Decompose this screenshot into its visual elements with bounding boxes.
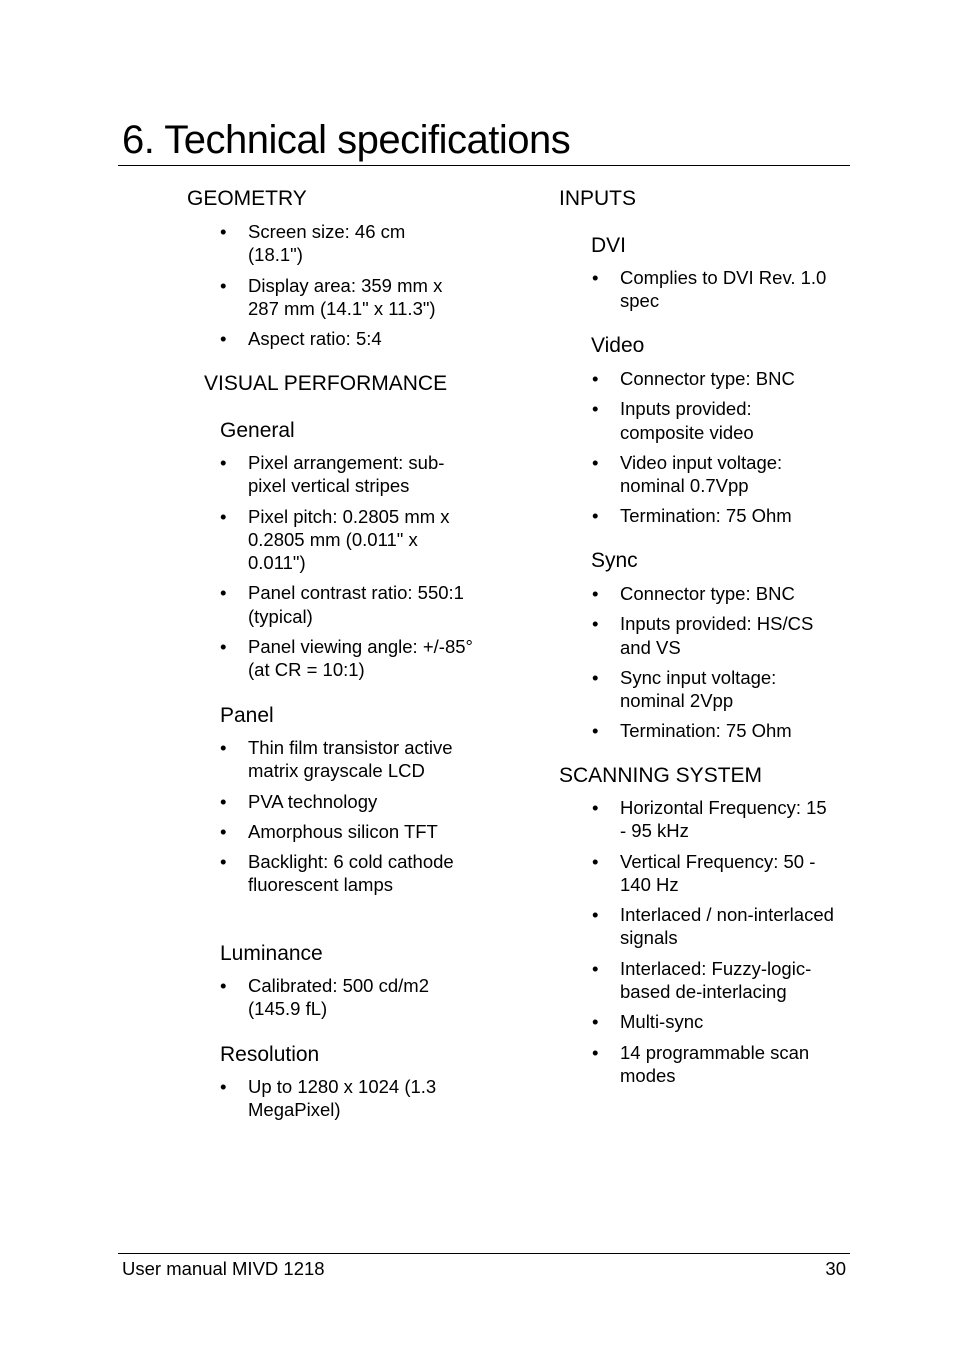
list-item: • Inputs provided: composite video: [592, 397, 832, 444]
luminance-list: [220, 974, 465, 1028]
list-item: • Termination: 75 Ohm: [592, 719, 837, 742]
list-item: • Panel contrast ratio: 550:1 (typical): [220, 581, 475, 628]
list-item: • Screen size: 46 cm (18.1"): [220, 220, 465, 267]
dvi-heading: DVI: [591, 234, 627, 257]
list-item: • Termination: 75 Ohm: [592, 504, 832, 527]
list-item: • Pixel pitch: 0.2805 mm x 0.2805 mm (0.011" x 0.011"): [220, 505, 475, 575]
list-item: • Multi-sync: [592, 1010, 837, 1033]
list-item: • Panel viewing angle: +/-85° (at CR = 10:1): [220, 635, 475, 682]
geometry-list: [220, 220, 465, 357]
video-list: [592, 367, 832, 535]
video-heading: Video: [591, 334, 645, 357]
general-heading: General: [220, 419, 295, 442]
list-item: • Up to 1280 x 1024 (1.3 MegaPixel): [220, 1075, 465, 1122]
list-item: • PVA technology: [220, 790, 482, 813]
list-item: • Pixel arrangement: sub-pixel vertical stripes: [220, 451, 475, 498]
footer-document-title: User manual MIVD 1218: [122, 1258, 325, 1279]
inputs-heading: INPUTS: [559, 187, 637, 210]
list-item: • Aspect ratio: 5:4: [220, 327, 465, 350]
luminance-heading: Luminance: [220, 942, 323, 965]
resolution-heading: Resolution: [220, 1043, 320, 1066]
panel-list: [220, 736, 482, 904]
list-item: • Connector type: BNC: [592, 367, 832, 390]
list-item: • Amorphous silicon TFT: [220, 820, 482, 843]
list-item: • Vertical Frequency: 50 - 140 Hz: [592, 850, 837, 897]
list-item: • Interlaced / non-interlaced signals: [592, 903, 837, 950]
list-item: • Complies to DVI Rev. 1.0 spec: [592, 266, 832, 313]
general-list: [220, 451, 475, 689]
list-item: • 14 programmable scan modes: [592, 1041, 837, 1088]
footer-divider: [118, 1253, 850, 1254]
list-item: • Calibrated: 500 cd/m2 (145.9 fL): [220, 974, 465, 1021]
scanning-system-heading: SCANNING SYSTEM: [559, 764, 763, 787]
dvi-list: [592, 266, 832, 320]
resolution-list: [220, 1075, 465, 1129]
geometry-heading: GEOMETRY: [187, 187, 307, 210]
list-item: • Connector type: BNC: [592, 582, 837, 605]
visual-performance-heading: VISUAL PERFORMANCE: [204, 372, 448, 395]
sync-list: [592, 582, 837, 750]
page-number: 30: [825, 1258, 846, 1279]
list-item: • Inputs provided: HS/CS and VS: [592, 612, 837, 659]
list-item: • Video input voltage: nominal 0.7Vpp: [592, 451, 832, 498]
panel-heading: Panel: [220, 704, 274, 727]
list-item: • Backlight: 6 cold cathode fluorescent lamps: [220, 850, 482, 897]
list-item: • Interlaced: Fuzzy-logic-based de-interlacing: [592, 957, 837, 1004]
list-item: • Display area: 359 mm x 287 mm (14.1" x 11.3"): [220, 274, 465, 321]
page-title: 6. Technical specifications: [122, 118, 571, 162]
list-item: • Sync input voltage: nominal 2Vpp: [592, 666, 837, 713]
scanning-list: [592, 796, 837, 1094]
list-item: • Horizontal Frequency: 15 - 95 kHz: [592, 796, 837, 843]
sync-heading: Sync: [591, 549, 638, 572]
list-item: • Thin film transistor active matrix grayscale LCD: [220, 736, 482, 783]
title-divider: [118, 165, 850, 166]
